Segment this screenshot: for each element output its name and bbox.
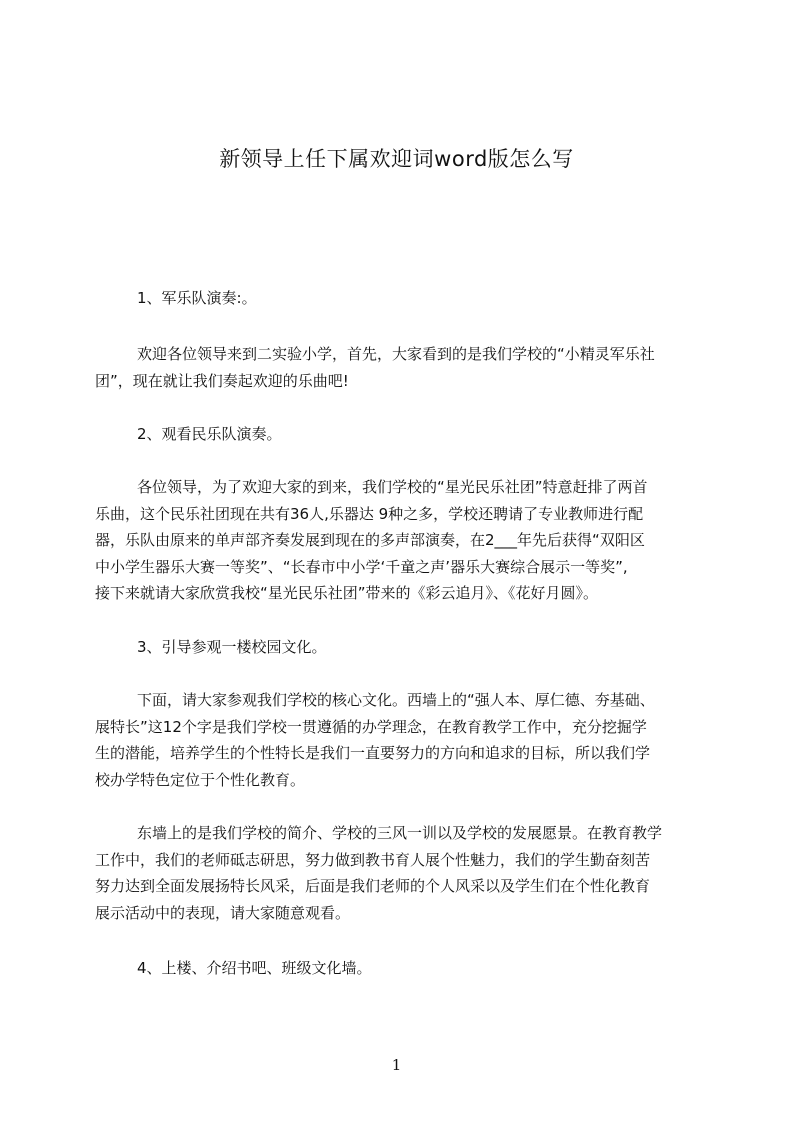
paragraph-line: 校办学特色定位于个性化教育。 <box>95 770 306 789</box>
paragraph-core-culture <box>95 687 699 793</box>
paragraph-item-3 <box>95 634 699 661</box>
paragraph-item-4 <box>95 955 699 982</box>
paragraph-line: 下面，请大家参观我们学校的核心文化。西墙上的“强人本、厚仁德、夯基础、 <box>137 691 655 709</box>
paragraph-line: 乐曲，这个民乐社团现在共有36人,乐器达 9种之多，学校还聘请了专业教师进行配 <box>95 504 644 523</box>
paragraph-line: 3、引导参观一楼校园文化。 <box>137 638 327 656</box>
paragraph-item-2 <box>95 421 699 448</box>
paragraph-line: 展特长”这12个字是我们学校一贯遵循的办学理念，在教育教学工作中，充分挖掘学 <box>95 717 647 736</box>
paragraph-line: 工作中，我们的老师砥志研思，努力做到教书育人展个性魅力，我们的学生勤奋刻苦 <box>95 850 651 869</box>
paragraph-line: 生的潜能，培养学生的个性特长是我们一直要努力的方向和追求的目标，所以我们学 <box>95 744 651 762</box>
paragraph-line: 欢迎各位领导来到二实验小学，首先，大家看到的是我们学校的“小精灵军乐社 <box>137 345 655 363</box>
document-title: 新领导上任下属欢迎词word版怎么写 <box>219 147 574 171</box>
paragraph-folk-music <box>95 474 699 607</box>
paragraph-line: 1、军乐队演奏:。 <box>137 289 257 307</box>
paragraph-item-1 <box>95 285 699 312</box>
paragraph-line: 团”，现在就让我们奏起欢迎的乐曲吧! <box>95 371 349 390</box>
paragraph-line: 器，乐队由原来的单声部齐奏发展到现在的多声部演奏，在2___年先后获得“双阳区 <box>95 531 645 549</box>
paragraph-welcome <box>95 341 699 394</box>
paragraph-line: 接下来就请大家欣赏我校“星光民乐社团”带来的《彩云追月》、《花好月圆》。 <box>95 584 599 602</box>
paragraph-line: 努力达到全面发展扬特长风采，后面是我们老师的个人风采以及学生们在个性化教育 <box>95 877 651 895</box>
paragraph-line: 2、观看民乐队演奏。 <box>137 425 282 443</box>
paragraph-line: 4、上楼、介绍书吧、班级文化墙。 <box>137 959 372 977</box>
page-number: 1 <box>391 1056 402 1074</box>
paragraph-line: 中小学生器乐大赛一等奖”、“长春市中小学‘千童之声’器乐大赛综合展示一等奖”, <box>95 557 628 576</box>
paragraph-line: 东墙上的是我们学校的简介、学校的三风一训以及学校的发展愿景。在教育教学 <box>137 824 663 842</box>
paragraph-line: 展示活动中的表现，请大家随意观看。 <box>95 903 351 922</box>
paragraph-east-wall <box>95 820 699 926</box>
paragraph-line: 各位领导，为了欢迎大家的到来，我们学校的“星光民乐社团”特意赶排了两首 <box>137 478 648 496</box>
